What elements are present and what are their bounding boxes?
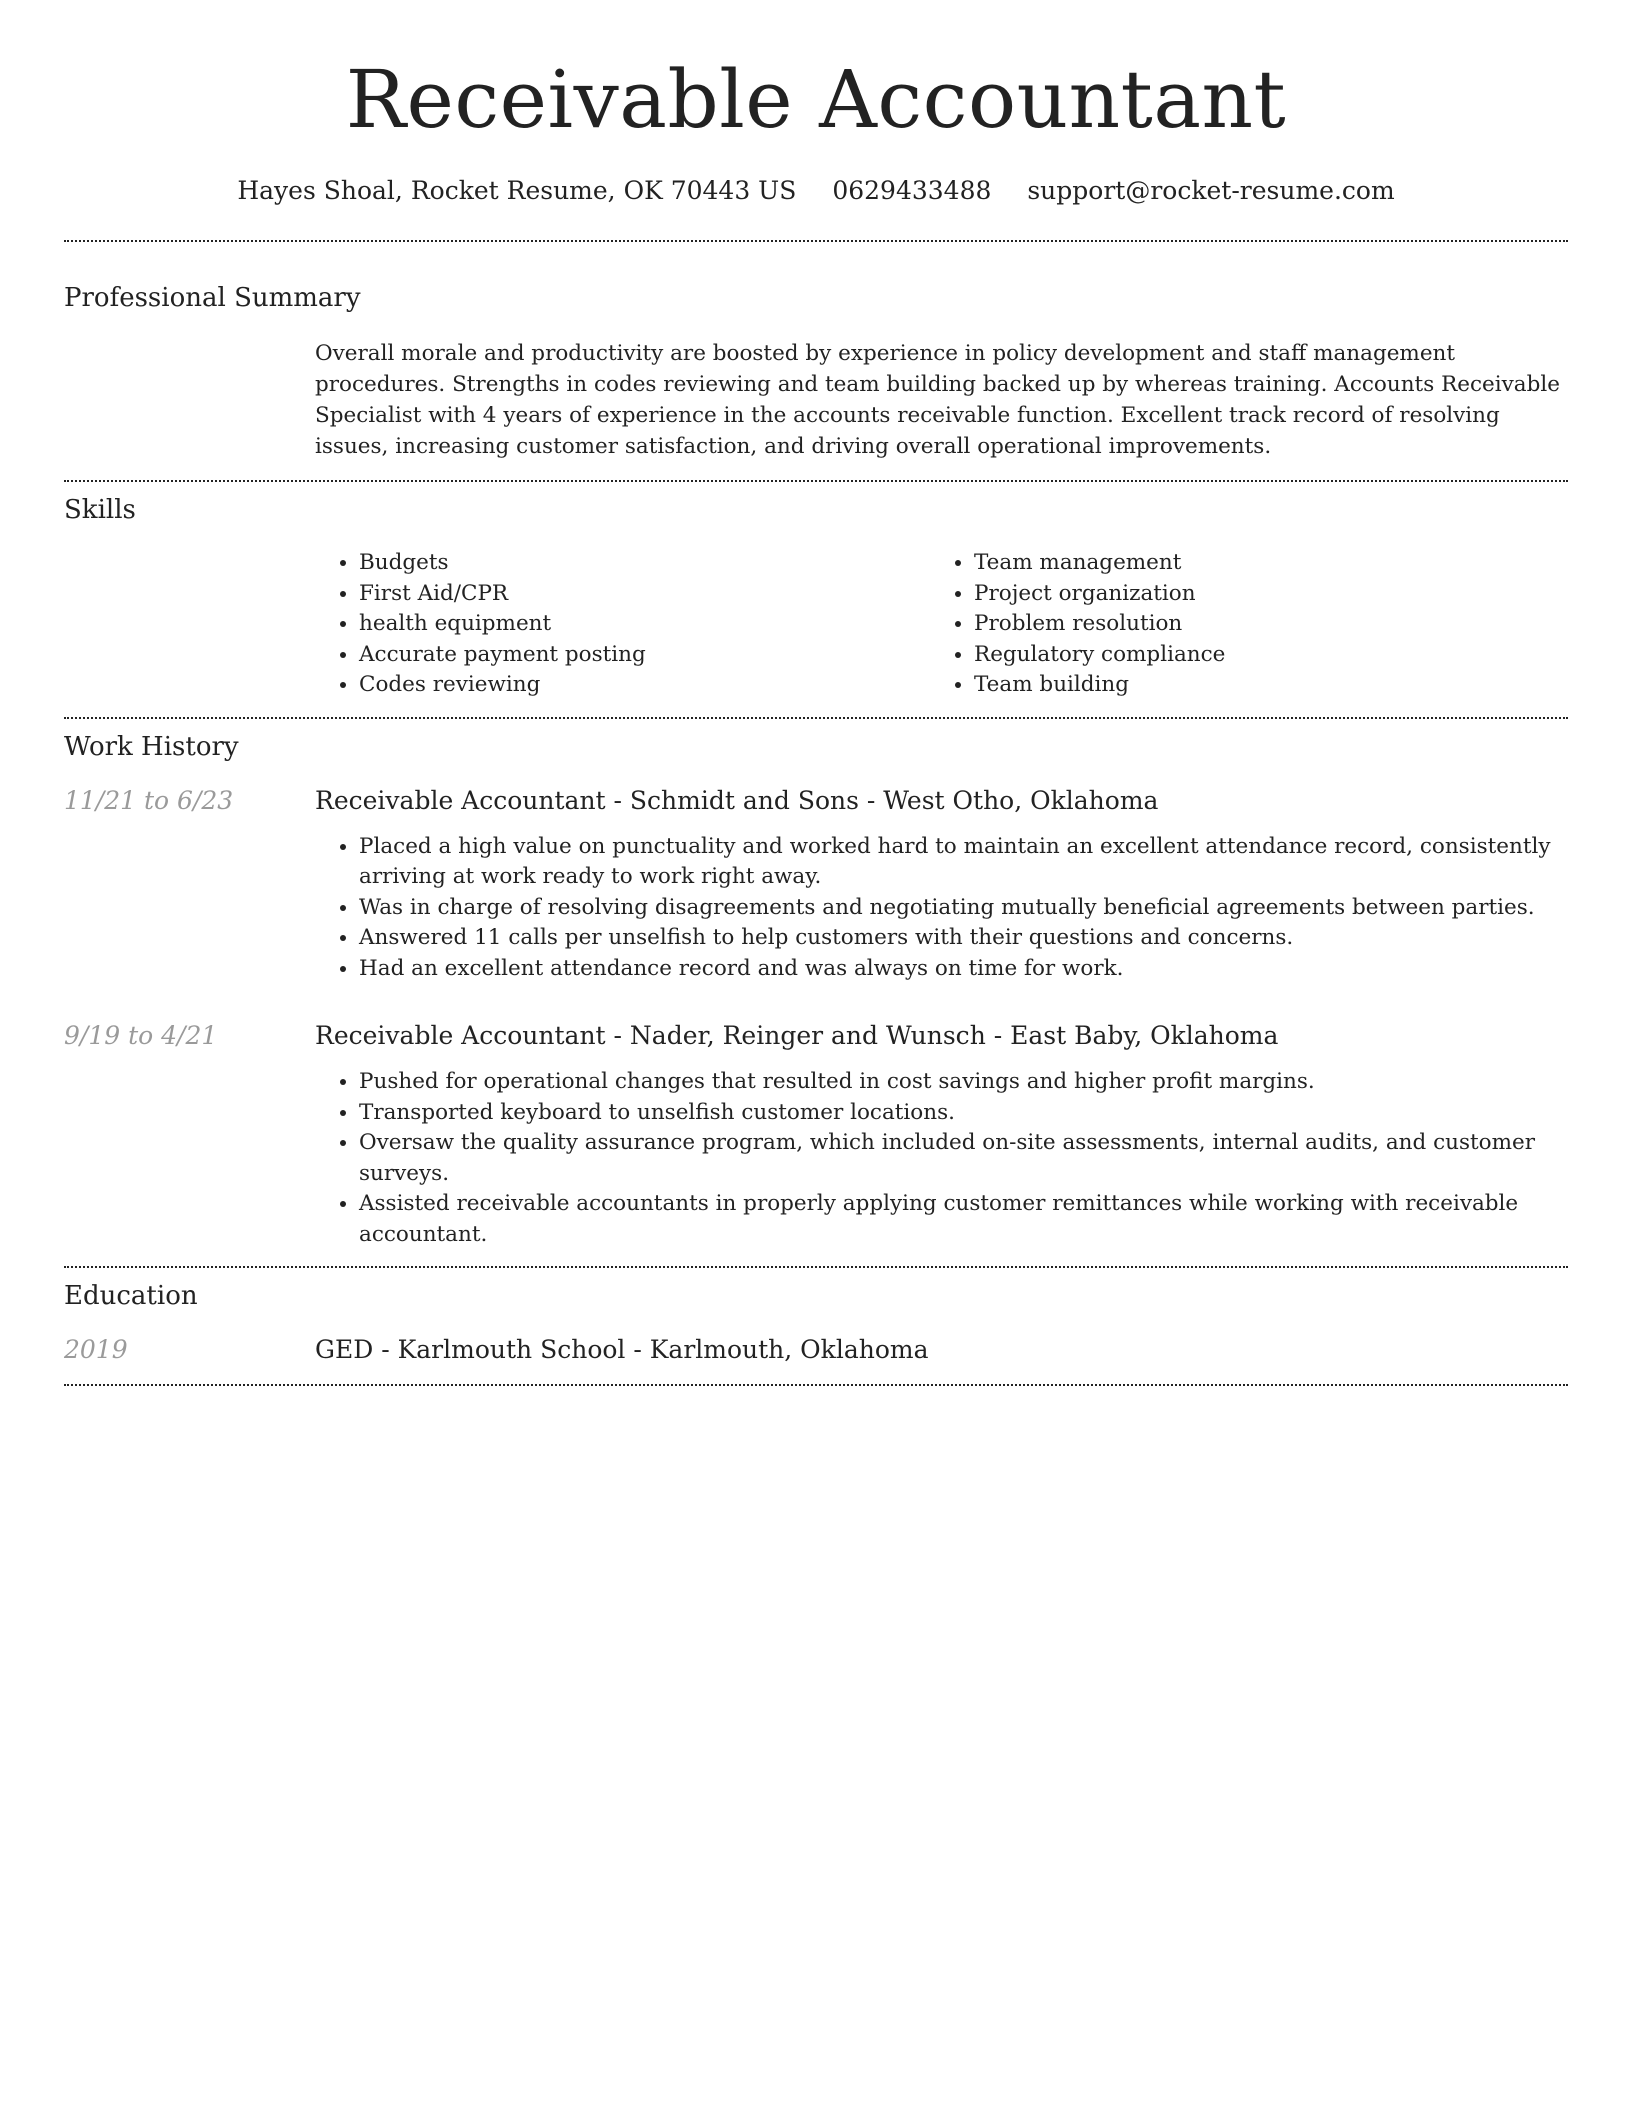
skill-item: • Team building [974, 670, 1545, 701]
job-body [315, 1020, 1568, 1250]
skills-grid [315, 548, 1568, 701]
skill-item: • Codes reviewing [359, 670, 930, 701]
work-section [64, 731, 1568, 1251]
skill-item: • health equipment [359, 609, 930, 640]
education-divider [64, 1384, 1568, 1386]
job-entry [64, 785, 1568, 985]
contact-phone: 0629433488 [832, 176, 992, 205]
job-bullet: • Assisted receivable accountants in properly applying customer remittances while working with receivable accountant. [359, 1189, 1568, 1250]
work-divider [64, 1266, 1568, 1268]
job-bullet: • Was in charge of resolving disagreements and negotiating mutually beneficial agreements between parties. [359, 893, 1568, 924]
skills-section [64, 494, 1568, 701]
job-bullet: • Transported keyboard to unselfish customer locations. [359, 1098, 1568, 1129]
job-date: 9/19 to 4/21 [64, 1021, 218, 1050]
skills-title: Skills [64, 495, 136, 525]
summary-divider [64, 480, 1568, 482]
summary-title: Professional Summary [64, 283, 361, 313]
education-heading: GED - Karlmouth School - Karlmouth, Oklahoma [315, 1335, 929, 1364]
work-title: Work History [64, 731, 239, 762]
education-title: Education [64, 1281, 198, 1311]
job-bullets [315, 832, 1568, 985]
skills-divider [64, 717, 1568, 719]
education-entry [64, 1334, 1568, 1366]
skill-item: • Project organization [974, 579, 1545, 610]
education-date: 2019 [64, 1335, 128, 1364]
job-bullets [315, 1067, 1568, 1250]
skill-item: • Budgets [359, 548, 930, 579]
contact-line [64, 176, 1568, 206]
skills-list-left [315, 548, 930, 701]
job-date: 11/21 to 6/23 [64, 785, 234, 815]
summary-text: Overall morale and productivity are boosted by experience in policy development and staff management procedures. Strengths in codes reviewing and team building backed up by whereas training. Accounts Receivable Specialist with 4 years of experience in the accounts receivable function. Excellent track record of resolving issues, increasing customer satisfaction, and driving overall operational improvements. [315, 341, 1560, 459]
job-bullet: • Oversaw the quality assurance program, which included on-site assessments, internal audits, and customer surveys. [359, 1128, 1568, 1189]
education-section [64, 1280, 1568, 1366]
skill-item: • Regulatory compliance [974, 640, 1545, 671]
job-body [315, 785, 1568, 985]
skill-item: • First Aid/CPR [359, 579, 930, 610]
job-heading: Receivable Accountant - Schmidt and Sons - West Otho, Oklahoma [315, 785, 1159, 815]
job-heading: Receivable Accountant - Nader, Reinger and Wunsch - East Baby, Oklahoma [315, 1021, 1279, 1050]
job-bullet: • Pushed for operational changes that resulted in cost savings and higher profit margins. [359, 1067, 1568, 1098]
skill-item: • Problem resolution [974, 609, 1545, 640]
header-divider [64, 240, 1568, 242]
skills-list-right [930, 548, 1545, 701]
skill-item: • Team management [974, 548, 1545, 579]
candidate-name: Receivable Accountant [345, 53, 1287, 146]
skill-item: • Accurate payment posting [359, 640, 930, 671]
contact-address: Hayes Shoal, Rocket Resume, OK 70443 US [237, 176, 797, 205]
summary-section [64, 282, 1568, 462]
job-bullet: • Answered 11 calls per unselfish to help customers with their questions and concerns. [359, 923, 1568, 954]
job-bullet: • Had an excellent attendance record and was always on time for work. [359, 954, 1568, 985]
job-entry [64, 1020, 1568, 1250]
job-bullet: • Placed a high value on punctuality and worked hard to maintain an excellent attendance record, consistently arriving at work ready to work right away. [359, 832, 1568, 893]
contact-email[interactable]: support@rocket-resume.com [1027, 176, 1395, 205]
